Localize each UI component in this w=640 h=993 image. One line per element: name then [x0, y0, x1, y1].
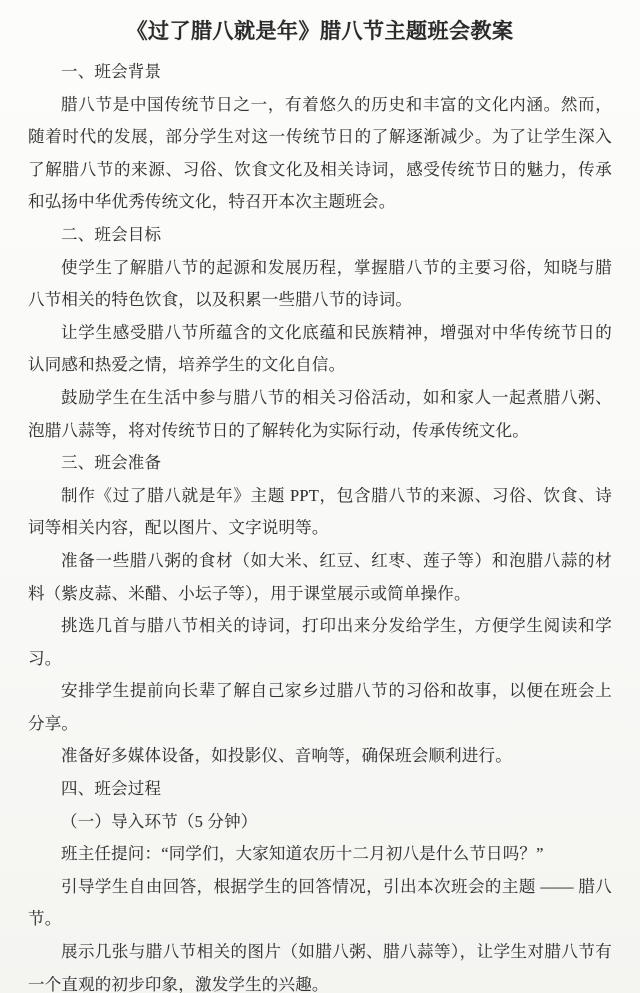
- document-body: [28, 56, 612, 993]
- section-meeting-background: [28, 56, 612, 219]
- section-heading: 一、班会背景: [61, 62, 162, 81]
- section-meeting-process: [28, 773, 612, 993]
- section-heading: 四、班会过程: [61, 779, 162, 799]
- section-heading: 二、班会目标: [61, 224, 162, 244]
- paragraph: 展示几张与腊八节相关的图片（如腊八粥、腊八蒜等），让学生对腊八节有一个直观的初步印象，激发学生的兴趣。: [28, 942, 612, 993]
- section-meeting-preparation: [28, 447, 612, 773]
- paragraph: 班主任提问：“同学们，大家知道农历十二月初八是什么节日吗？”: [61, 844, 544, 864]
- paragraph: 让学生感受腊八节所蕴含的文化底蕴和民族精神，增强对中华传统节日的认同感和热爱之情，培养学生的文化自信。: [28, 322, 612, 375]
- paragraph: 安排学生提前向长辈了解自己家乡过腊八节的习俗和故事，以便在班会上分享。: [28, 681, 612, 733]
- paragraph: 准备一些腊八粥的食材（如大米、红豆、红枣、莲子等）和泡腊八蒜的材料（紫皮蒜、米醋、小坛子等），用于课堂展示或简单操作。: [28, 550, 612, 603]
- subsection-heading: （一）导入环节（5 分钟）: [61, 811, 258, 831]
- paragraph: 腊八节是中国传统节日之一，有着悠久的历史和丰富的文化内涵。然而，随着时代的发展，部分学生对这一传统节日的了解逐渐减少。为了让学生深入了解腊八节的来源、习俗、饮食文化及相关诗词，感受传统节日的魅力，传承和弘扬中华优秀传统文化，特召开本次主题班会。: [28, 94, 612, 212]
- section-heading: 三、班会准备: [61, 453, 162, 473]
- paragraph: 挑选几首与腊八节相关的诗词，打印出来分发给学生，方便学生阅读和学习。: [28, 616, 612, 668]
- paragraph: 制作《过了腊八就是年》主题 PPT，包含腊八节的来源、习俗、饮食、诗词等相关内容，配以图片、文字说明等。: [28, 485, 612, 538]
- paragraph: 使学生了解腊八节的起源和发展历程，掌握腊八节的主要习俗，知晓与腊八节相关的特色饮食，以及积累一些腊八节的诗词。: [28, 257, 612, 310]
- paragraph: 准备好多媒体设备，如投影仪、音响等，确保班会顺利进行。: [61, 746, 512, 766]
- document-title: 《过了腊八就是年》腊八节主题班会教案: [126, 19, 514, 43]
- paragraph: 鼓励学生在生活中参与腊八节的相关习俗活动，如和家人一起煮腊八粥、泡腊八蒜等，将对传统节日的了解转化为实际行动，传承传统文化。: [28, 387, 612, 440]
- paragraph: 引导学生自由回答，根据学生的回答情况，引出本次班会的主题 —— 腊八节。: [28, 876, 612, 929]
- section-meeting-goals: [28, 219, 612, 447]
